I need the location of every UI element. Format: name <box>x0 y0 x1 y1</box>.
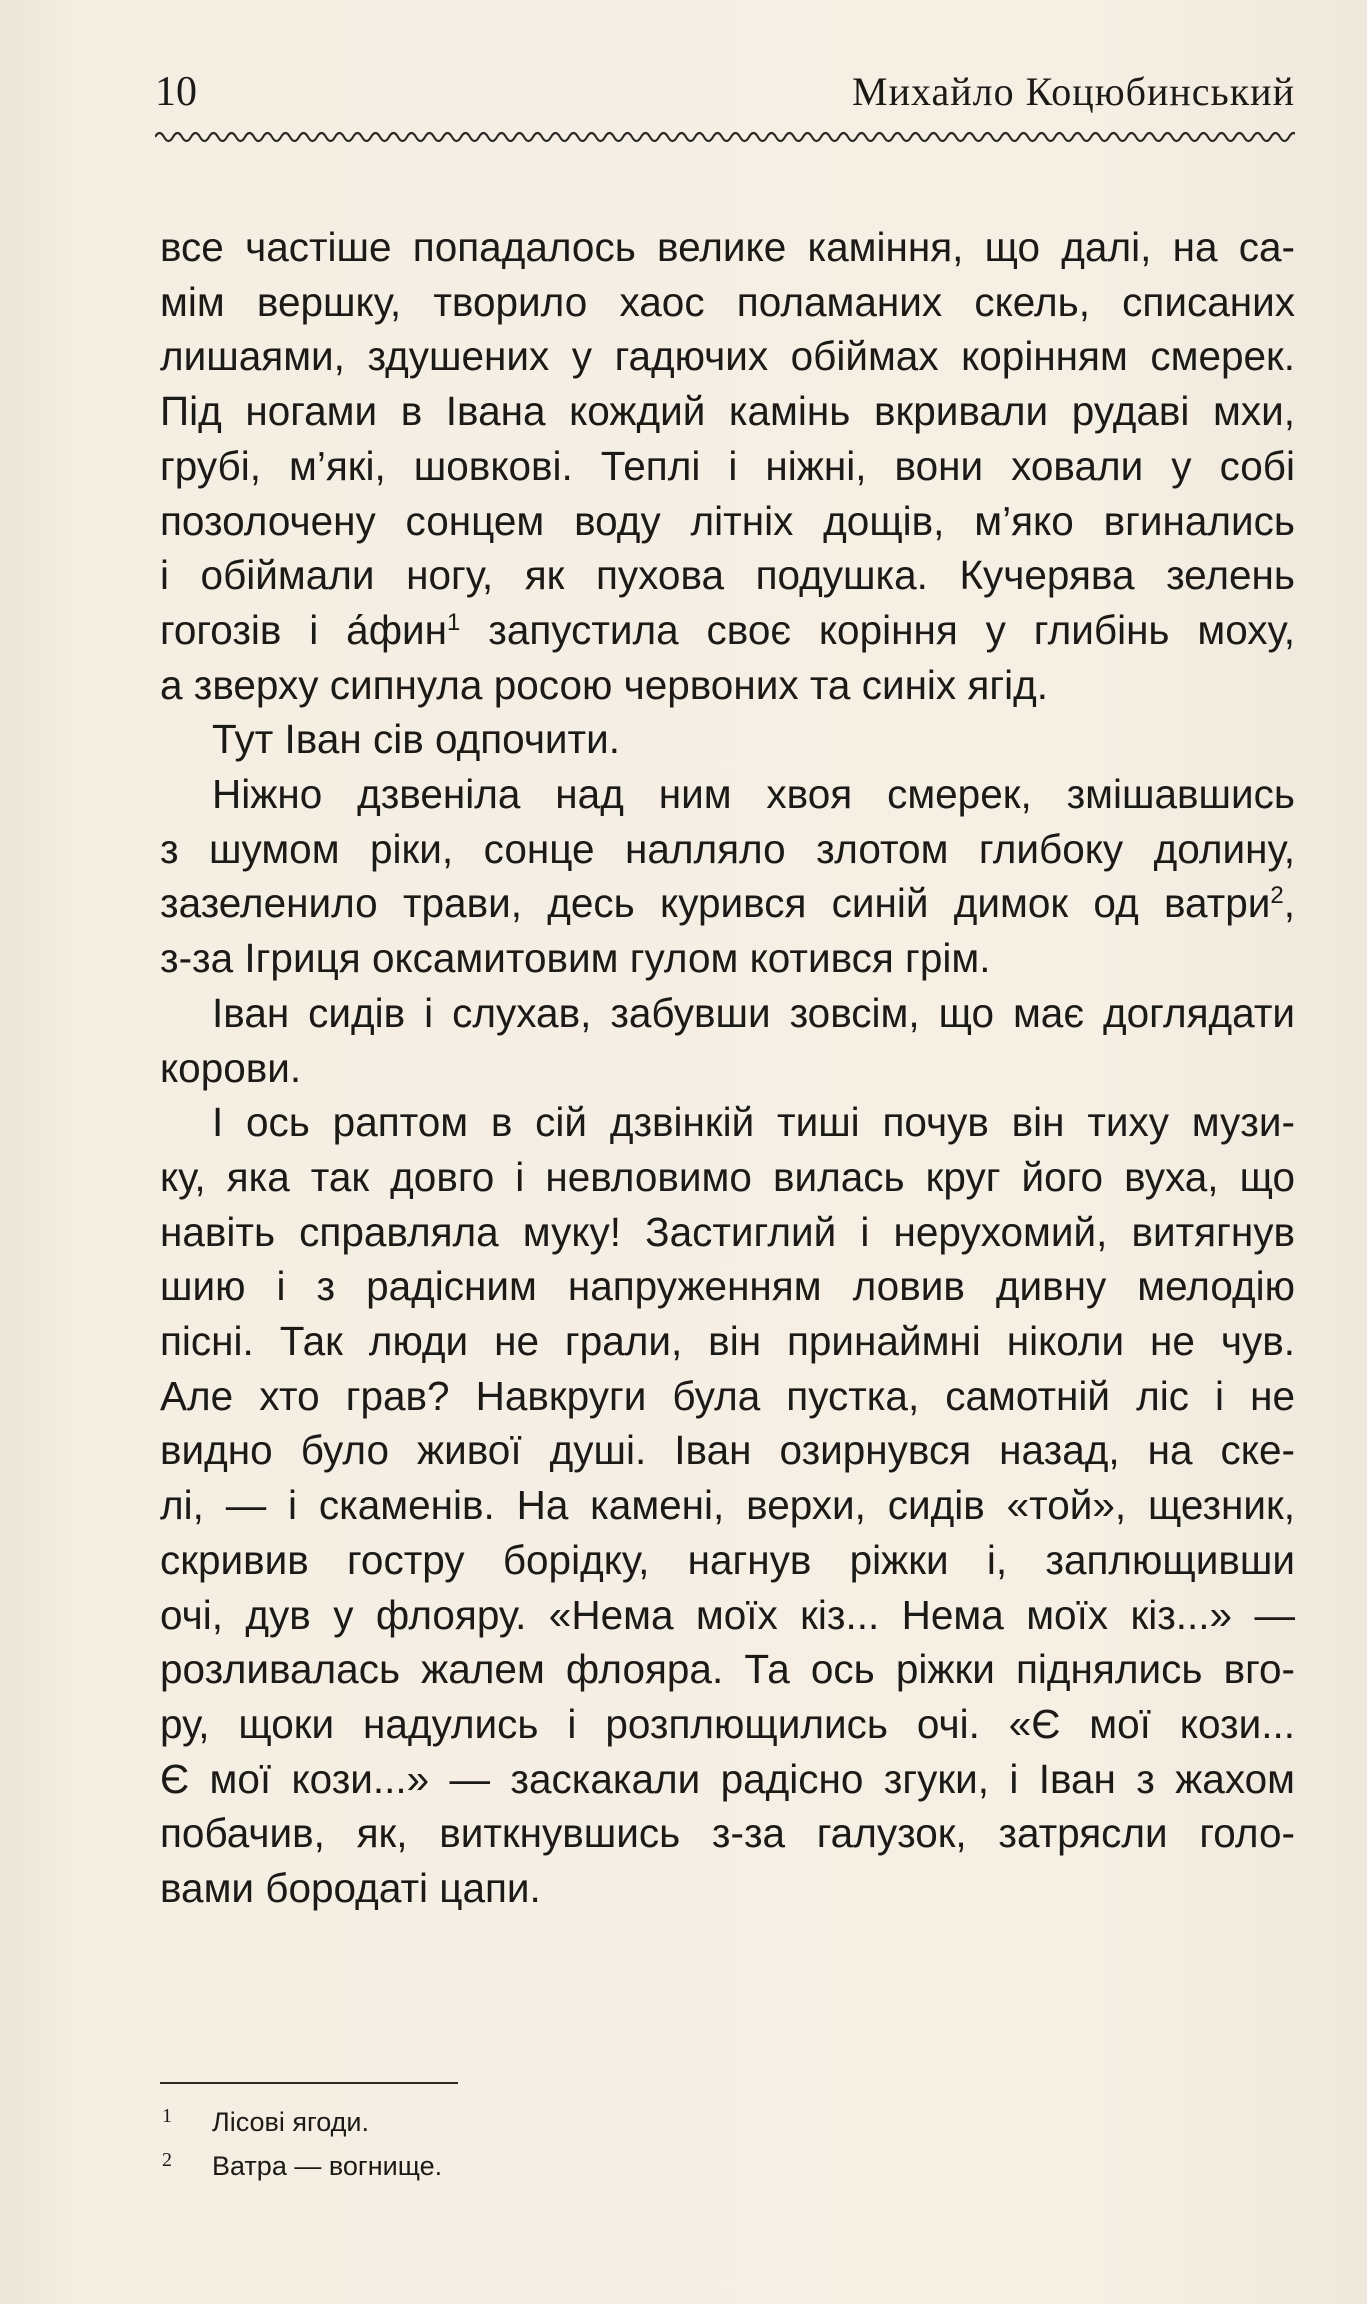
paragraph <box>160 712 1295 767</box>
text-line: все частіше попадалось велике каміння, що далі, на са- <box>160 224 1295 270</box>
footnotes <box>160 2100 960 2188</box>
page-header <box>155 62 1295 122</box>
text-line: корови. <box>160 1044 302 1091</box>
text-fragment: зазеленило трави, десь курився синій димок од ватри <box>160 880 1271 927</box>
page-number: 10 <box>155 69 197 115</box>
footnote-text: Ватра — вогнище. <box>212 2151 443 2181</box>
footnote-divider <box>160 2082 458 2084</box>
text-line: розливалась жалем флояра. Та ось ріжки піднялись вго- <box>160 1646 1295 1693</box>
text-line: а зверху сипнула росою червоних та синіх ягід. <box>160 661 1049 708</box>
wavy-header-rule <box>155 125 1295 149</box>
footnote-mark: 1 <box>162 2105 172 2127</box>
footnote-mark: 2 <box>162 2149 172 2171</box>
text-line: І ось раптом в сій дзвінкій тиші почув він тиху музи- <box>212 1099 1295 1146</box>
paragraph <box>160 767 1295 986</box>
footnote-text: Лісові ягоди. <box>212 2107 370 2137</box>
paragraph <box>160 384 1295 712</box>
text-line: навіть справляла муку! Застиглий і нерухомий, витягнув <box>160 1208 1295 1255</box>
text-line: пісні. Так люди не грали, він принаймні ніколи не чув. <box>160 1318 1295 1365</box>
text-line: скривив гостру борідку, нагнув ріжки і, заплющивши <box>160 1536 1295 1583</box>
paragraph <box>160 220 1295 384</box>
text-line-with-footnote <box>160 603 1295 658</box>
text-line: Іван сидів і слухав, забувши зовсім, що має доглядати <box>212 989 1295 1036</box>
text-line: мім вершку, творило хаос поламаних скель, списаних <box>160 278 1295 325</box>
text-line: Ніжно дзвеніла над ним хвоя смерек, змішавшись <box>212 771 1295 818</box>
text-line: лишаями, здушених у гадючих обіймах корінням смерек. <box>160 333 1295 380</box>
text-line: вами бородаті цапи. <box>160 1865 541 1912</box>
text-line: Є мої кози...» — заскакали радісно згуки, і Іван з жахом <box>160 1755 1295 1802</box>
text-line: Але хто грав? Навкруги була пустка, самотній ліс і не <box>160 1372 1295 1419</box>
text-line-with-footnote: зазеленило трави, десь курився синій димок од ватри$^2$, <box>160 880 1295 927</box>
footnote-item <box>160 2144 960 2188</box>
text-line: і обіймали ногу, як пухова подушка. Кучерява зелень <box>160 552 1295 599</box>
text-line: позолочену сонцем воду літніх дощів, м’яко вгинались <box>160 497 1295 544</box>
text-line: Під ногами в Івана кождий камінь вкривали рудаві мхи, <box>160 388 1295 435</box>
body-text <box>160 220 1295 1916</box>
text-line: очі, дув у флояру. «Нема моїх кіз... Нема моїх кіз...» — <box>160 1591 1295 1638</box>
running-head-author: Михайло Коцюбинський <box>852 69 1295 114</box>
paragraph <box>160 1095 1295 1916</box>
footnote-ref-2: 2 <box>1270 882 1284 910</box>
text-line: ру, щоки надулись і розплющились очі. «Є мої кози... <box>160 1700 1295 1747</box>
text-line: лі, — і скаменів. На камені, верхи, сидів «той», щезник, <box>160 1482 1295 1529</box>
text-fragment: гогозів і а́фин <box>160 606 448 653</box>
paragraph <box>160 986 1295 1095</box>
text-line: з-за Ігриця оксамитовим гулом котився грім. <box>160 935 991 982</box>
text-line: з шумом ріки, сонце налляло злотом глибоку долину, <box>160 825 1295 872</box>
text-line: побачив, як, виткнувшись з-за галузок, затрясли голо- <box>160 1810 1295 1857</box>
text-fragment: запустила своє коріння у глибінь моху, <box>488 606 1296 653</box>
text-line: шию і з радісним напруженням ловив дивну мелодію <box>160 1263 1295 1310</box>
text-line: ку, яка так довго і невловимо вилась круг його вуха, що <box>160 1153 1295 1200</box>
footnote-item <box>160 2100 960 2144</box>
text-line: грубі, м’які, шовкові. Теплі і ніжні, вони ховали у собі <box>160 442 1295 489</box>
footnote-ref-1: 1 <box>447 608 461 636</box>
text-line: Тут Іван сів одпочити. <box>212 716 620 763</box>
text-line: видно було живої душі. Іван озирнувся назад, на ске- <box>160 1427 1295 1474</box>
